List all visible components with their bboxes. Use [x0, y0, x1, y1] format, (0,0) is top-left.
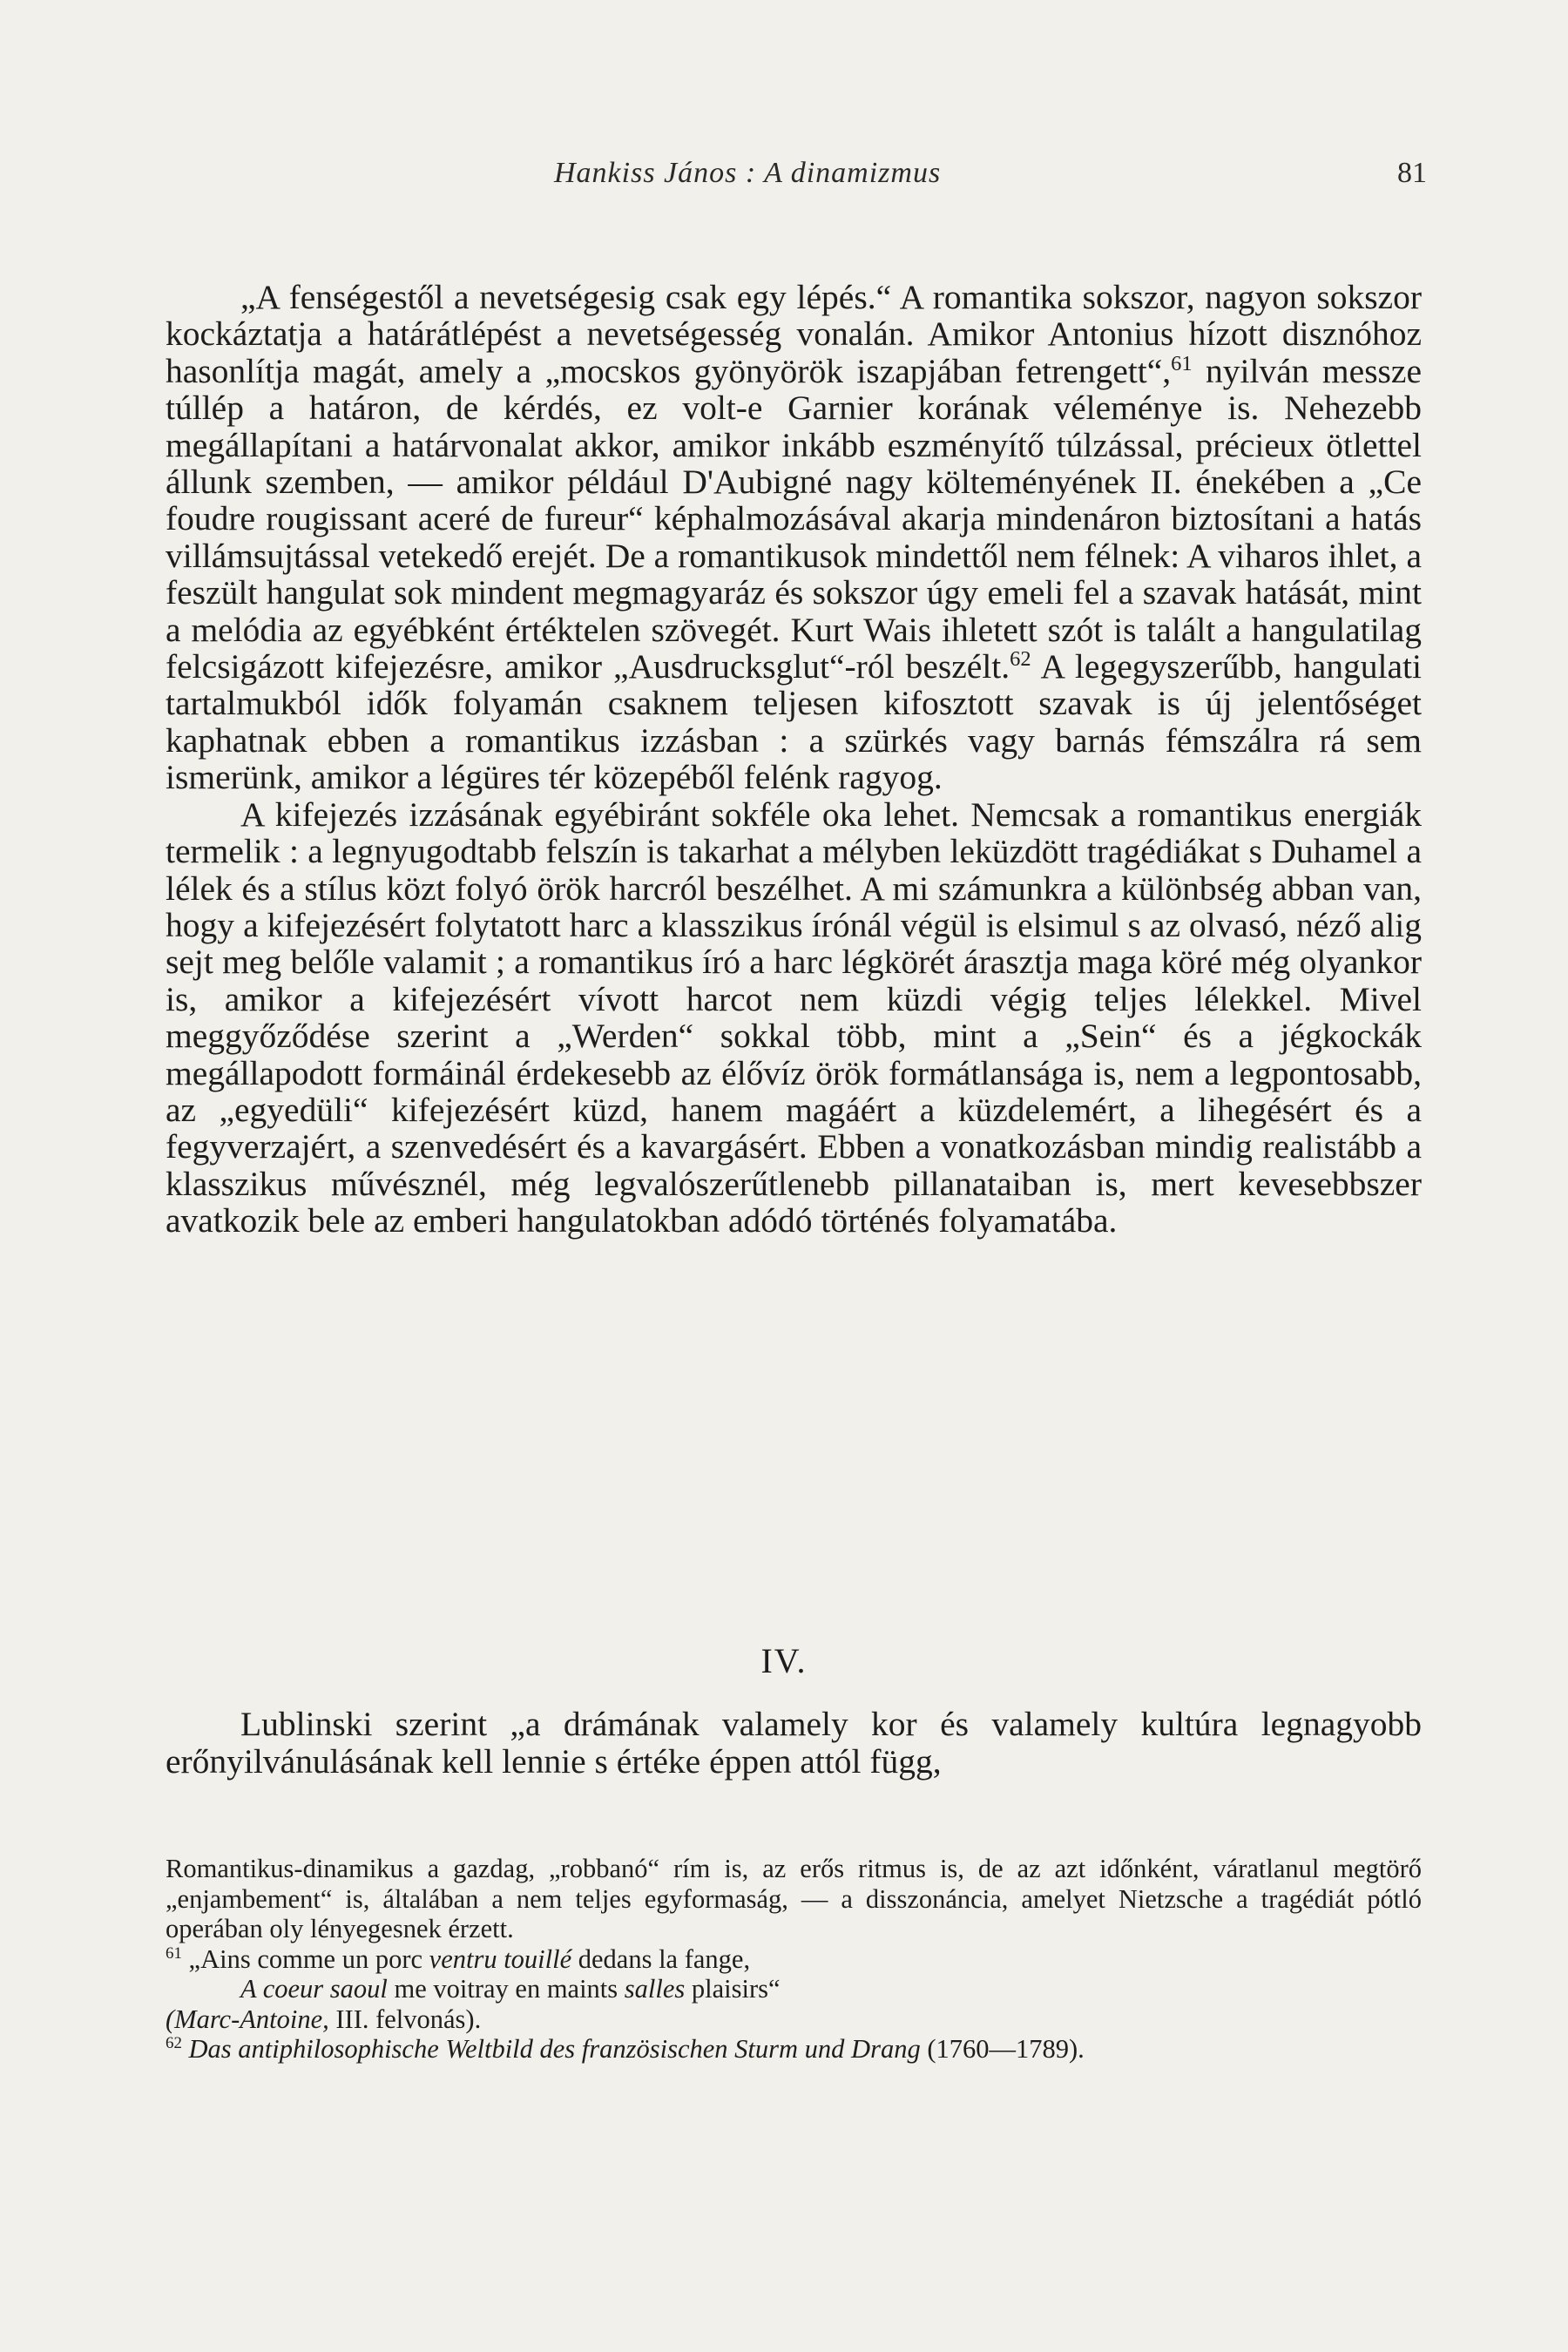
footnote-text: dedans la fange, [571, 1943, 751, 1974]
section-heading: IV. [760, 1641, 808, 1680]
footnote-continued: Romantikus-dinamikus a gazdag, „robbanó“ rím is, az erős ritmus is, de az azt időnként, váratlanul megtörő „enjambement“ is, általában a nem teljes egyformaság, — a disszonáncia, amelyet Nietzsche a tragédiát pótló operában oly lényegesnek érzett. [166, 1854, 1422, 1943]
footnote-text: III. felvonás). [328, 2004, 482, 2034]
paragraph: A kifejezés izzásának egyébiránt sokféle oka lehet. Nemcsak a romantikus energiák termelik : a legnyugodtabb felszín is takarhat a mélyben leküzdött tragédiákat s Duhamel a lélek és a stílus közt folyó örök harcról beszélhet. A mi számunkra a különbség abban van, hogy a kifejezésért folytatott harc a klasszikus írónál végül is elsimul s az olvasó, néző alig sejt meg belőle valamit ; a romantikus író a harc légkörét árasztja maga köré még olyankor is, amikor a kifejezésért vívott harcot nem küzdi végig teljes lélekkel. Mivel meggyőződése szerint a „Werden“ sokkal több, mint a „Sein“ és a jégkockák megállapodott formáinál érdekesebb az élővíz örök formátlansága is, nem a legpontosabb, az „egyedüli“ kifejezésért küzd, hanem magáért a küzdelemért, a lihegésért és a fegyverzajért, a szenvedésért és a kavargásért. Ebben a vonatkozásban mindig realistább a klasszikus művésznél, még legvalószerűtlenebb pillanataiban is, mert kevesebbszer avatkozik bele az emberi hangulatokban adódó történés folyamatába. [166, 794, 1422, 1240]
footnote-61-citation [166, 2004, 1422, 2035]
footnote-text: (1760—1789). [920, 2034, 1085, 2064]
footnote-italic-text: ventru touillé [429, 1943, 572, 1974]
footnote-reference: 61 [1171, 351, 1193, 375]
main-text [166, 279, 1422, 1240]
footnote-61-line-2 [166, 1974, 1422, 2004]
footnote-text: me voitray en maints [387, 1974, 625, 2004]
text-segment: nyilván messze túllép a határon, de kérdés, ez volt-e Garnier korának véleménye is. Nehezebb megállapítani a határvonalat akkor, amikor inkább eszményítő túlzással, précieux ötlettel állunk szemben, — amikor például D'Aubigné nagy költeményének II. énekében a „Ce foudre rougissant aceré de fureur“ képhalmozásával akarja mindenáron biztosítani a hatás villámsujtással vetekedő erejét. De a romantikusok mindettől nem félnek: A viharos ihlet, a feszült hangulat sok mindent megmagyaráz és sokszor úgy emeli fel a szavak hatását, mint a melódia az egyébként értéktelen szövegét. Kurt Wais ihletett szót is talált a hangulatilag felcsigázott kifejezésre, amikor „Ausdrucksglut“-ról beszélt. [166, 351, 1422, 686]
text-segment: A legegyszerűbb, hangulati tartalmukból idők folyamán csaknem teljesen kifosztott szavak is új jelentőséget kaphatnak ebben a romantikus izzásban : a szürkés vagy barnás fémszálra rá sem ismerünk, amikor a légüres tér közepéből felénk ragyog. [166, 647, 1422, 797]
footnote-marker: 62 [166, 2033, 182, 2052]
footnotes [166, 1854, 1422, 2065]
section-text [166, 1706, 1422, 1781]
footnote-text: „Ains comme un porc [188, 1943, 429, 1974]
footnote-italic-text: A coeur saoul [240, 1974, 388, 2004]
running-header: Hankiss János : A dinamizmus [554, 157, 942, 189]
footnote-text: plaisirs“ [685, 1974, 781, 2004]
footnote-62 [166, 2034, 1422, 2065]
footnote-marker: 61 [166, 1943, 182, 1963]
paragraph [166, 279, 1422, 796]
footnote-reference: 62 [1010, 646, 1031, 671]
footnote-italic-text: (Marc-Antoine, [166, 2004, 329, 2034]
footnote-61-line-1 [166, 1944, 1422, 1975]
page-number: 81 [1397, 157, 1427, 189]
text-segment: „A fenségestől a nevetségesig csak egy lépés.“ A romantika sokszor, nagyon sokszor kockáztatja a határátlépést a nevetségesség vonalán. Amikor Antonius hízott disznóhoz hasonlítja magát, amely a „mocskos gyönyörök iszapjában fetrengett“, [166, 278, 1422, 390]
footnote-italic-text: salles [624, 1974, 686, 2004]
paragraph: Lublinski szerint „a drámának valamely kor és valamely kultúra legnagyobb erőnyilvánulásának kell lennie s értéke éppen attól függ, [166, 1705, 1422, 1781]
footnote-italic-text: Das antiphilosophische Weltbild des französischen Sturm und Drang [188, 2034, 921, 2064]
